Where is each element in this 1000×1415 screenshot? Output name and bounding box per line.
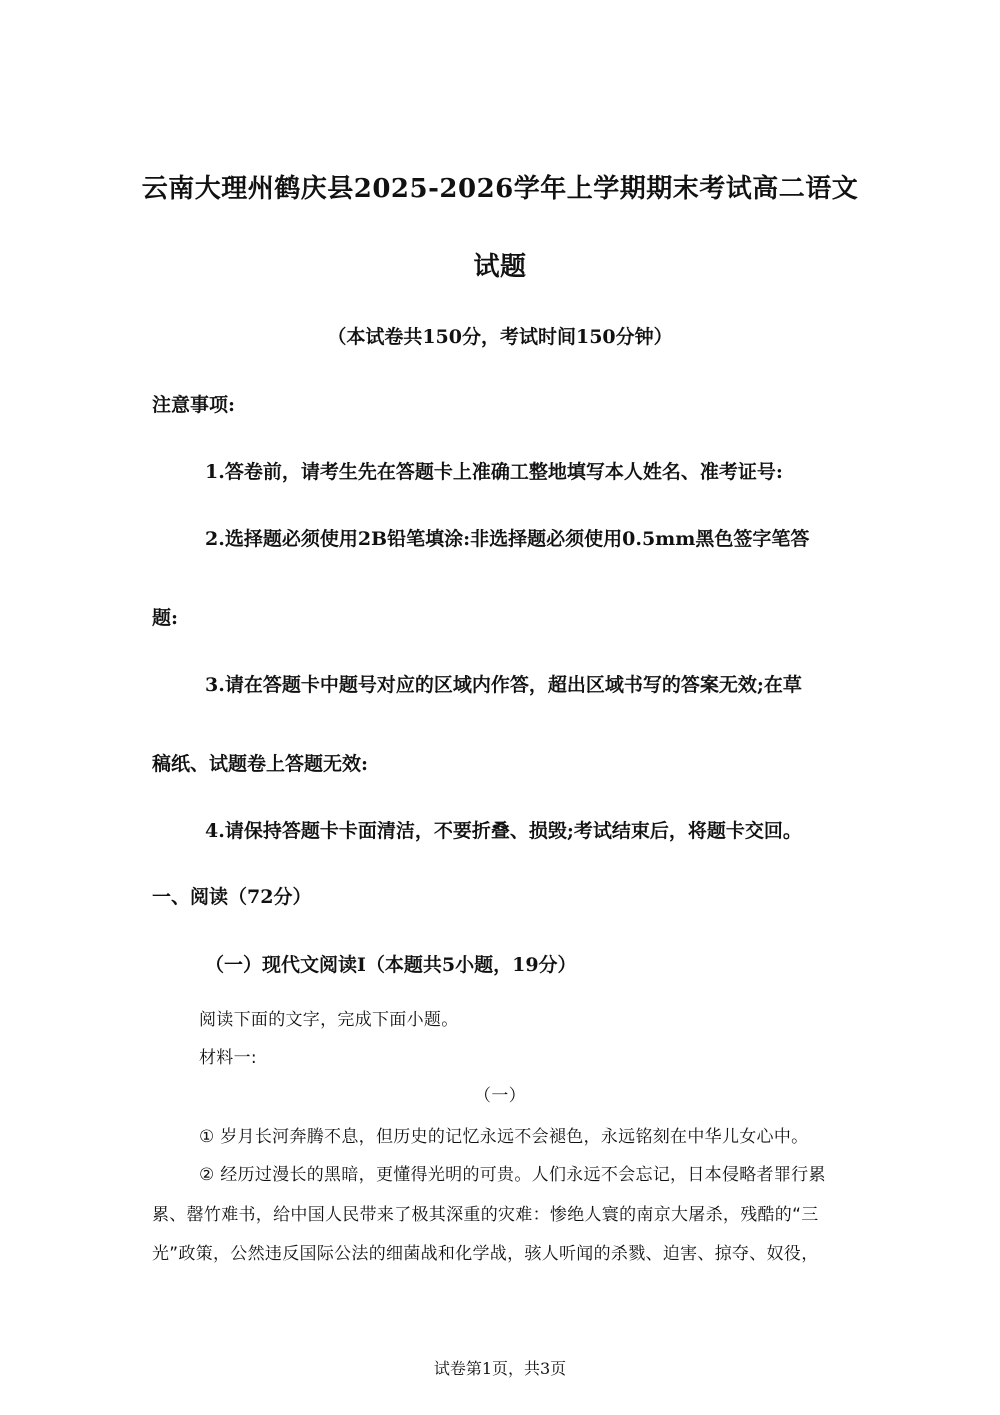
- page-title-line2: 试题: [473, 252, 527, 282]
- notice-item-3-continued: 稿纸、试题卷上答题无效:: [152, 753, 369, 775]
- notice-item-3: 3.请在答题卡中题号对应的区域内作答，超出区域书写的答案无效;在草: [205, 674, 802, 696]
- paragraph-2-line1: ② 经历过漫长的黑暗，更懂得光明的可贵。人们永远不会忘记，日本侵略者罪行累: [199, 1165, 826, 1185]
- material-label: 材料一:: [199, 1048, 257, 1068]
- section-subheading: （一）现代文阅读Ⅰ（本题共5小题，19分）: [205, 954, 577, 976]
- paragraph-2-line2: 累、罄竹难书，给中国人民带来了极其深重的灾难：惨绝人寰的南京大屠杀，残酷的“三: [152, 1205, 819, 1225]
- paragraph-2-line3: 光”政策，公然违反国际公法的细菌战和化学战，骇人听闻的杀戮、迫害、掠夺、奴役，: [152, 1244, 819, 1264]
- page-footer: 试卷第1页，共3页: [433, 1359, 567, 1378]
- reading-instruction: 阅读下面的文字，完成下面小题。: [199, 1010, 459, 1030]
- exam-info-subtitle: （本试卷共150分，考试时间150分钟）: [327, 326, 673, 348]
- notice-item-2: 2.选择题必须使用2B铅笔填涂:非选择题必须使用0.5mm黑色签字笔答: [205, 528, 810, 550]
- paragraph-1: ① 岁月长河奔腾不息，但历史的记忆永远不会褪色，永远铭刻在中华儿女心中。: [199, 1127, 809, 1147]
- notice-item-2-continued: 题:: [152, 607, 179, 629]
- notice-item-1: 1.答卷前，请考生先在答题卡上准确工整地填写本人姓名、准考证号:: [205, 461, 783, 483]
- section-heading: 一、阅读（72分）: [152, 886, 312, 908]
- notice-item-4: 4.请保持答题卡卡面清洁，不要折叠、损毁;考试结束后，将题卡交回。: [205, 820, 802, 842]
- page-title-line1: 云南大理州鹤庆县2025-2026学年上学期期末考试高二语文: [141, 174, 859, 204]
- material-part-heading: （一）: [474, 1086, 526, 1106]
- notice-heading: 注意事项:: [152, 394, 236, 416]
